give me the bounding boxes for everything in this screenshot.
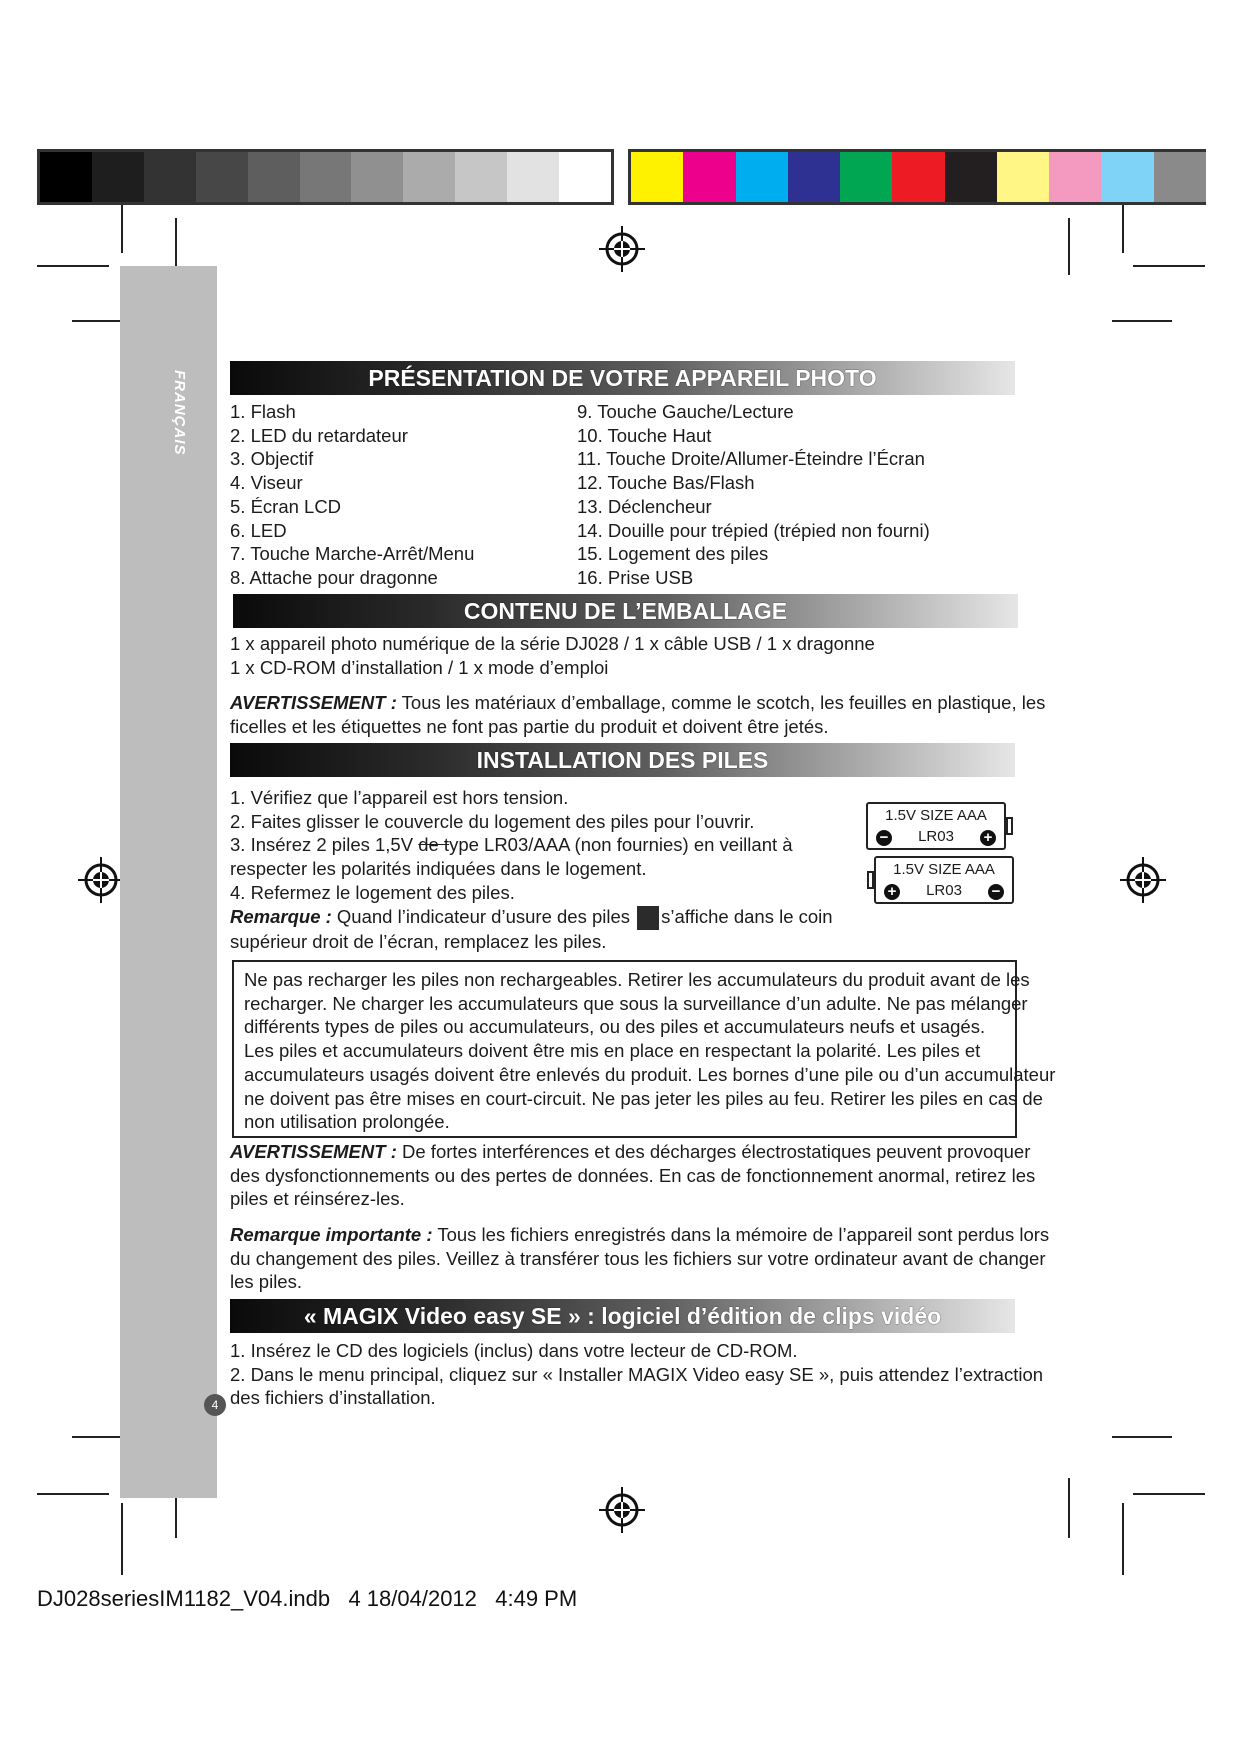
safety-line: accumulateurs usagés doivent être enlevés du produit. Les bornes d’une pile ou d’un accumulateur [244, 1063, 1056, 1085]
crop-mark [1122, 205, 1124, 253]
safety-line: Les piles et accumulateurs doivent être mis en place en respectant la polarité. Les piles et [244, 1040, 981, 1062]
crop-mark [37, 1493, 109, 1495]
gray-swatch [507, 152, 559, 202]
gray-swatch [300, 152, 352, 202]
battery-step: respecter les polarités indiquées dans le logement. [230, 858, 647, 880]
color-swatch [736, 152, 788, 202]
crop-mark [1112, 320, 1172, 322]
note-text: Quand l’indicateur d’usure des piles [331, 905, 636, 927]
interference-warning [230, 1140, 1035, 1211]
gray-swatch [92, 152, 144, 202]
color-swatch [683, 152, 735, 202]
registration-mark-icon [1120, 857, 1166, 903]
crop-mark [1112, 1436, 1172, 1438]
list-item: 10. Touche Haut [577, 424, 712, 446]
gray-swatch [559, 152, 611, 202]
battery-safety-box [232, 960, 1056, 1138]
warning-text: De fortes interférences et des décharges électrostatiques peuvent provoquer [396, 1141, 1031, 1162]
presentation-left-list [230, 400, 474, 590]
contents-line: 1 x CD-ROM d’installation / 1 x mode d’emploi [230, 656, 609, 678]
battery-step: 3. Insérez 2 piles 1,5V [230, 834, 419, 856]
gray-swatch [403, 152, 455, 202]
list-item: 7. Touche Marche-Arrêt/Menu [230, 543, 475, 565]
gray-swatch [248, 152, 300, 202]
magix-steps [230, 1339, 1043, 1410]
color-swatch [1101, 152, 1153, 202]
crop-mark [1133, 1493, 1205, 1495]
safety-line: Ne pas recharger les piles non rechargeables. Retirer les accumulateurs du produit avant de les [244, 969, 1030, 990]
crop-mark [121, 205, 123, 253]
magix-step: 2. Dans le menu principal, cliquez sur « Installer MAGIX Video easy SE », puis attendez l’extraction [230, 1363, 1044, 1385]
color-swatch [1154, 152, 1206, 202]
note-text: supérieur droit de l’écran, remplacez les piles. [230, 930, 607, 952]
plus-icon: + [980, 830, 996, 846]
crop-mark [1122, 1503, 1124, 1575]
important-note [230, 1223, 1049, 1294]
safety-line: ne doivent pas être mises en court-circuit. Ne pas jeter les piles au feu. Retirer les piles en cas de [244, 1087, 1043, 1109]
note-label: Remarque : [230, 905, 332, 927]
color-swatch [631, 152, 683, 202]
gray-swatch [351, 152, 403, 202]
important-text: du changement des piles. Veillez à transférer tous les fichiers sur votre ordinateur avant de changer [230, 1247, 1046, 1269]
list-item: 1. Flash [230, 401, 296, 422]
plus-icon: + [884, 884, 900, 900]
battery-step: 2. Faites glisser le couvercle du logement des piles pour l’ouvrir. [230, 810, 755, 832]
print-footer: DJ028seriesIM1182_V04.indb 4 18/04/2012 4:49 PM [37, 1586, 578, 1611]
battery-steps [230, 786, 833, 953]
color-swatch [945, 152, 997, 202]
important-label: Remarque importante : [230, 1224, 433, 1245]
section-header-contents: CONTENU DE L’EMBALLAGE [233, 594, 1018, 628]
battery-step: 4. Refermez le logement des piles. [230, 881, 515, 903]
crop-mark [37, 265, 109, 267]
contents-text [230, 632, 875, 679]
safety-line: recharger. Ne charger les accumulateurs que sous la surveillance d’un adulte. Ne pas mélanger [244, 992, 1028, 1014]
list-item: 6. LED [230, 519, 287, 541]
warning-label: AVERTISSEMENT : [230, 692, 397, 713]
battery-size-label: 1.5V SIZE AAA [885, 807, 987, 824]
color-swatch [840, 152, 892, 202]
battery-step: 1. Vérifiez que l’appareil est hors tension. [230, 787, 569, 808]
warning-text: Tous les matériaux d’emballage, comme le scotch, les feuilles en plastique, les [396, 692, 1046, 713]
low-battery-icon [637, 906, 659, 930]
crop-mark [1133, 265, 1205, 267]
gray-swatch [196, 152, 248, 202]
color-swatch [1049, 152, 1101, 202]
crop-mark [1068, 218, 1070, 275]
magix-step: des fichiers d’installation. [230, 1387, 436, 1409]
important-text: les piles. [230, 1271, 302, 1293]
list-item: 14. Douille pour trépied (trépied non fourni) [577, 519, 930, 541]
presentation-right-list [577, 400, 930, 590]
gray-swatch [144, 152, 196, 202]
battery-code-label: LR03 [926, 882, 962, 899]
section-header-batteries: INSTALLATION DES PILES [230, 743, 1015, 777]
warning-text: piles et réinsérez-les. [230, 1188, 405, 1210]
list-item: 4. Viseur [230, 472, 303, 494]
page-number: 4 [204, 1394, 226, 1416]
color-swatch [997, 152, 1049, 202]
minus-icon: − [876, 830, 892, 846]
battery-illustration [866, 802, 1006, 850]
warning-text: ficelles et les étiquettes ne font pas partie du produit et doivent être jetés. [230, 715, 829, 737]
registration-mark-icon [78, 857, 124, 903]
struck-text: de t [418, 834, 450, 856]
color-swatch [892, 152, 944, 202]
contents-line: 1 x appareil photo numérique de la série DJ028 / 1 x câble USB / 1 x dragonne [230, 633, 875, 654]
important-text: Tous les fichiers enregistrés dans la mémoire de l’appareil sont perdus lors [432, 1224, 1050, 1245]
list-item: 2. LED du retardateur [230, 424, 408, 446]
list-item: 5. Écran LCD [230, 495, 342, 517]
safety-line: différents types de piles ou accumulateurs, ou des piles et accumulateurs neufs et usagés. [244, 1016, 986, 1038]
minus-icon: − [988, 884, 1004, 900]
color-calibration-bar [628, 149, 1206, 205]
list-item: 3. Objectif [230, 448, 314, 470]
grayscale-calibration-bar [37, 149, 614, 205]
crop-mark [1068, 1478, 1070, 1538]
crop-mark [121, 1503, 123, 1575]
battery-size-label: 1.5V SIZE AAA [893, 861, 995, 878]
safety-line: non utilisation prolongée. [244, 1111, 450, 1133]
note-text: s’affiche dans le coin [661, 905, 833, 927]
color-swatch [788, 152, 840, 202]
registration-mark-icon [599, 226, 645, 272]
battery-illustration [874, 856, 1014, 904]
list-item: 16. Prise USB [577, 566, 694, 588]
battery-step: ype LR03/AAA (non fournies) en veillant à [449, 834, 793, 856]
list-item: 13. Déclencheur [577, 495, 712, 517]
list-item: 12. Touche Bas/Flash [577, 472, 755, 494]
gray-swatch [40, 152, 92, 202]
battery-code-label: LR03 [918, 828, 954, 845]
registration-mark-icon [599, 1487, 645, 1533]
list-item: 15. Logement des piles [577, 543, 769, 565]
magix-step: 1. Insérez le CD des logiciels (inclus) dans votre lecteur de CD-ROM. [230, 1340, 798, 1361]
section-header-presentation: PRÉSENTATION DE VOTRE APPAREIL PHOTO [230, 361, 1015, 395]
packaging-warning [230, 691, 1045, 738]
list-item: 11. Touche Droite/Allumer-Éteindre l’Écran [577, 448, 925, 470]
language-label: FRANÇAIS [171, 370, 188, 456]
list-item: 9. Touche Gauche/Lecture [577, 401, 794, 422]
list-item: 8. Attache pour dragonne [230, 566, 438, 588]
gray-swatch [455, 152, 507, 202]
side-band [120, 266, 217, 1498]
section-header-magix: « MAGIX Video easy SE » : logiciel d’édition de clips vidéo [230, 1299, 1015, 1333]
warning-label: AVERTISSEMENT : [230, 1141, 397, 1162]
warning-text: des dysfonctionnements ou des pertes de données. En cas de fonctionnement anormal, retirez les [230, 1164, 1036, 1186]
